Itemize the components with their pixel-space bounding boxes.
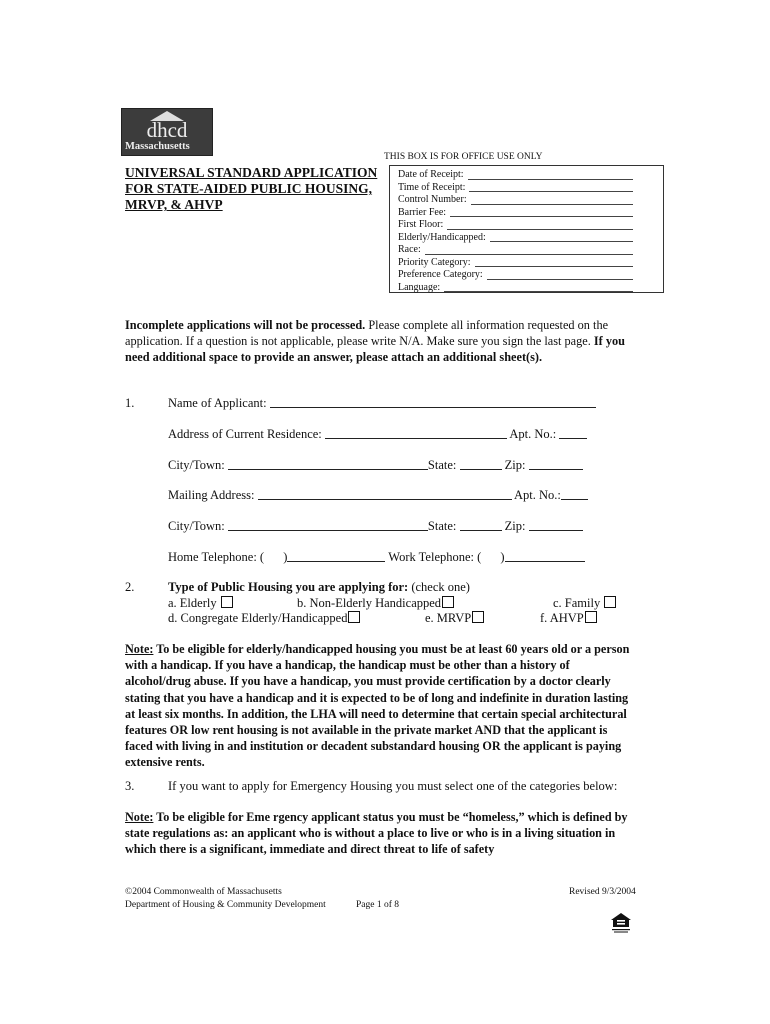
office-row: Preference Category: [398, 269, 663, 282]
elderly-checkbox[interactable] [221, 596, 233, 608]
office-use-box [389, 165, 664, 293]
q2-number: 2. [125, 580, 135, 594]
office-row: First Floor: [398, 219, 663, 232]
zip-field[interactable] [529, 458, 583, 470]
dhcd-logo [121, 108, 213, 156]
office-box-caption: THIS BOX IS FOR OFFICE USE ONLY [384, 152, 543, 162]
home-phone-paren: ) [283, 550, 288, 564]
title-line-1: UNIVERSAL STANDARD APPLICATION [125, 165, 378, 180]
office-row: Priority Category: [398, 257, 663, 270]
zip-field-2[interactable] [529, 519, 583, 531]
q1-number: 1. [125, 396, 135, 410]
phone-row [168, 549, 585, 565]
applicant-name-label: Name of Applicant: [168, 396, 267, 410]
option-non-elderly-label: b. Non-Elderly Handicapped [297, 596, 442, 610]
residence-address-label: Address of Current Residence: [168, 427, 322, 441]
note-label-2: Note: [125, 810, 154, 824]
work-phone-label: Work Telephone: ( [388, 550, 482, 564]
note-elderly-eligibility [125, 641, 635, 771]
title-line-3: MRVP, & AHVP [125, 197, 223, 212]
city-label-2: City/Town: [168, 519, 225, 533]
mailing-row [168, 487, 588, 503]
office-row: Time of Receipt: [398, 182, 663, 195]
footer-department: Department of Housing & Community Development [125, 900, 326, 910]
office-row: Elderly/Handicapped: [398, 232, 663, 245]
logo-text: dhcd [146, 118, 188, 142]
residence-address-field[interactable] [325, 427, 507, 439]
work-phone-field[interactable] [505, 550, 585, 562]
mailing-address-field[interactable] [258, 488, 512, 500]
office-row: Control Number: [398, 194, 663, 207]
q3-text: If you want to apply for Emergency Housing you must select one of the categories below: [168, 779, 618, 793]
intro-text: Please complete all information requested on the application. If a question is not applicable, please write N/A. Make sure you sign the last page. [125, 318, 609, 349]
zip-label-2: Zip: [504, 519, 526, 533]
office-row: Barrier Fee: [398, 207, 663, 220]
apt-label-2: Apt. No.: [514, 488, 561, 502]
option-congregate-label: d. Congregate Elderly/Handicapped [168, 611, 348, 625]
footer-revised: Revised 9/3/2004 [569, 887, 636, 897]
apt-label: Apt. No.: [509, 427, 557, 441]
city-field[interactable] [228, 458, 428, 470]
title-line-2: FOR STATE-AIDED PUBLIC HOUSING, [125, 181, 373, 196]
non-elderly-handicapped-checkbox[interactable] [442, 596, 454, 608]
office-row: Race: [398, 244, 663, 257]
note-label: Note: [125, 642, 154, 656]
apt-field[interactable] [559, 427, 587, 439]
footer-page-number: Page 1 of 8 [356, 900, 400, 910]
city-field-2[interactable] [228, 519, 428, 531]
option-ahvp [540, 610, 597, 626]
congregate-checkbox[interactable] [348, 611, 360, 623]
option-mrvp [425, 610, 484, 626]
option-elderly [168, 595, 233, 611]
home-phone-field[interactable] [287, 550, 385, 562]
zip-label: Zip: [504, 458, 526, 472]
option-elderly-label: a. Elderly [168, 596, 217, 610]
option-family-label: c. Family [553, 596, 601, 610]
note-text-2: To be eligible for Eme rgency applicant status you must be “homeless,” which is defined by state regulations as: an applicant who is without a place to live or who is in a living situation in which there is a significant, immediate and direct threat to life of safety [125, 810, 628, 857]
note-emergency-eligibility [125, 809, 635, 858]
applicant-name-field[interactable] [270, 396, 596, 408]
q2-question [168, 579, 470, 595]
option-family [553, 595, 616, 611]
option-ahvp-label: f. AHVP [540, 611, 584, 625]
option-non-elderly [297, 595, 454, 611]
form-title [125, 165, 377, 213]
residence-row [168, 426, 587, 442]
applicant-name-row [168, 395, 596, 411]
state-field[interactable] [460, 458, 502, 470]
state-label-2: State: [427, 519, 457, 533]
q2-question-hint: (check one) [408, 580, 470, 594]
intro-bold-lead: Incomplete applications will not be processed. [125, 318, 366, 332]
city-row-2 [168, 518, 583, 534]
q3-number: 3. [125, 779, 135, 793]
apt-field-2[interactable] [561, 488, 588, 500]
logo-subtext: Massachusetts [125, 141, 190, 152]
office-row: Language: [398, 282, 663, 295]
equal-housing-icon [610, 912, 632, 934]
ahvp-checkbox[interactable] [585, 611, 597, 623]
family-checkbox[interactable] [604, 596, 616, 608]
mailing-address-label: Mailing Address: [168, 488, 255, 502]
home-phone-label: Home Telephone: ( [168, 550, 265, 564]
state-field-2[interactable] [460, 519, 502, 531]
option-congregate [168, 610, 360, 626]
intro-paragraph [125, 317, 635, 366]
q2-question-bold: Type of Public Housing you are applying for: [168, 580, 409, 594]
work-phone-paren: ) [500, 550, 505, 564]
city-row [168, 457, 583, 473]
state-label: State: [427, 458, 457, 472]
city-label: City/Town: [168, 458, 225, 472]
intro-bold-tail: If you need additional space to provide an answer, please attach an additional sheet(s). [125, 334, 625, 365]
mrvp-checkbox[interactable] [472, 611, 484, 623]
note-text: To be eligible for elderly/handicapped housing you must be at least 60 years old or a person with a handicap. If you have a handicap, the handicap must be other than a history of alcohol/drug abuse. If you have a handicap, you must provide certification by a doctor clearly stating that you have a handicap and it is expected to be of long and indefinite in duration lasting at least six months. In addition, the LHA will need to determine that certain special architectural features OR low rent housing is not available in the private market AND that the applicant is faced with living in and institution or decadent substandard housing OR the applicant is paying extensive rents. [125, 642, 630, 770]
office-row: Date of Receipt: [398, 169, 663, 182]
option-mrvp-label: e. MRVP [425, 611, 472, 625]
footer-copyright: ©2004 Commonwealth of Massachusetts [125, 887, 282, 897]
